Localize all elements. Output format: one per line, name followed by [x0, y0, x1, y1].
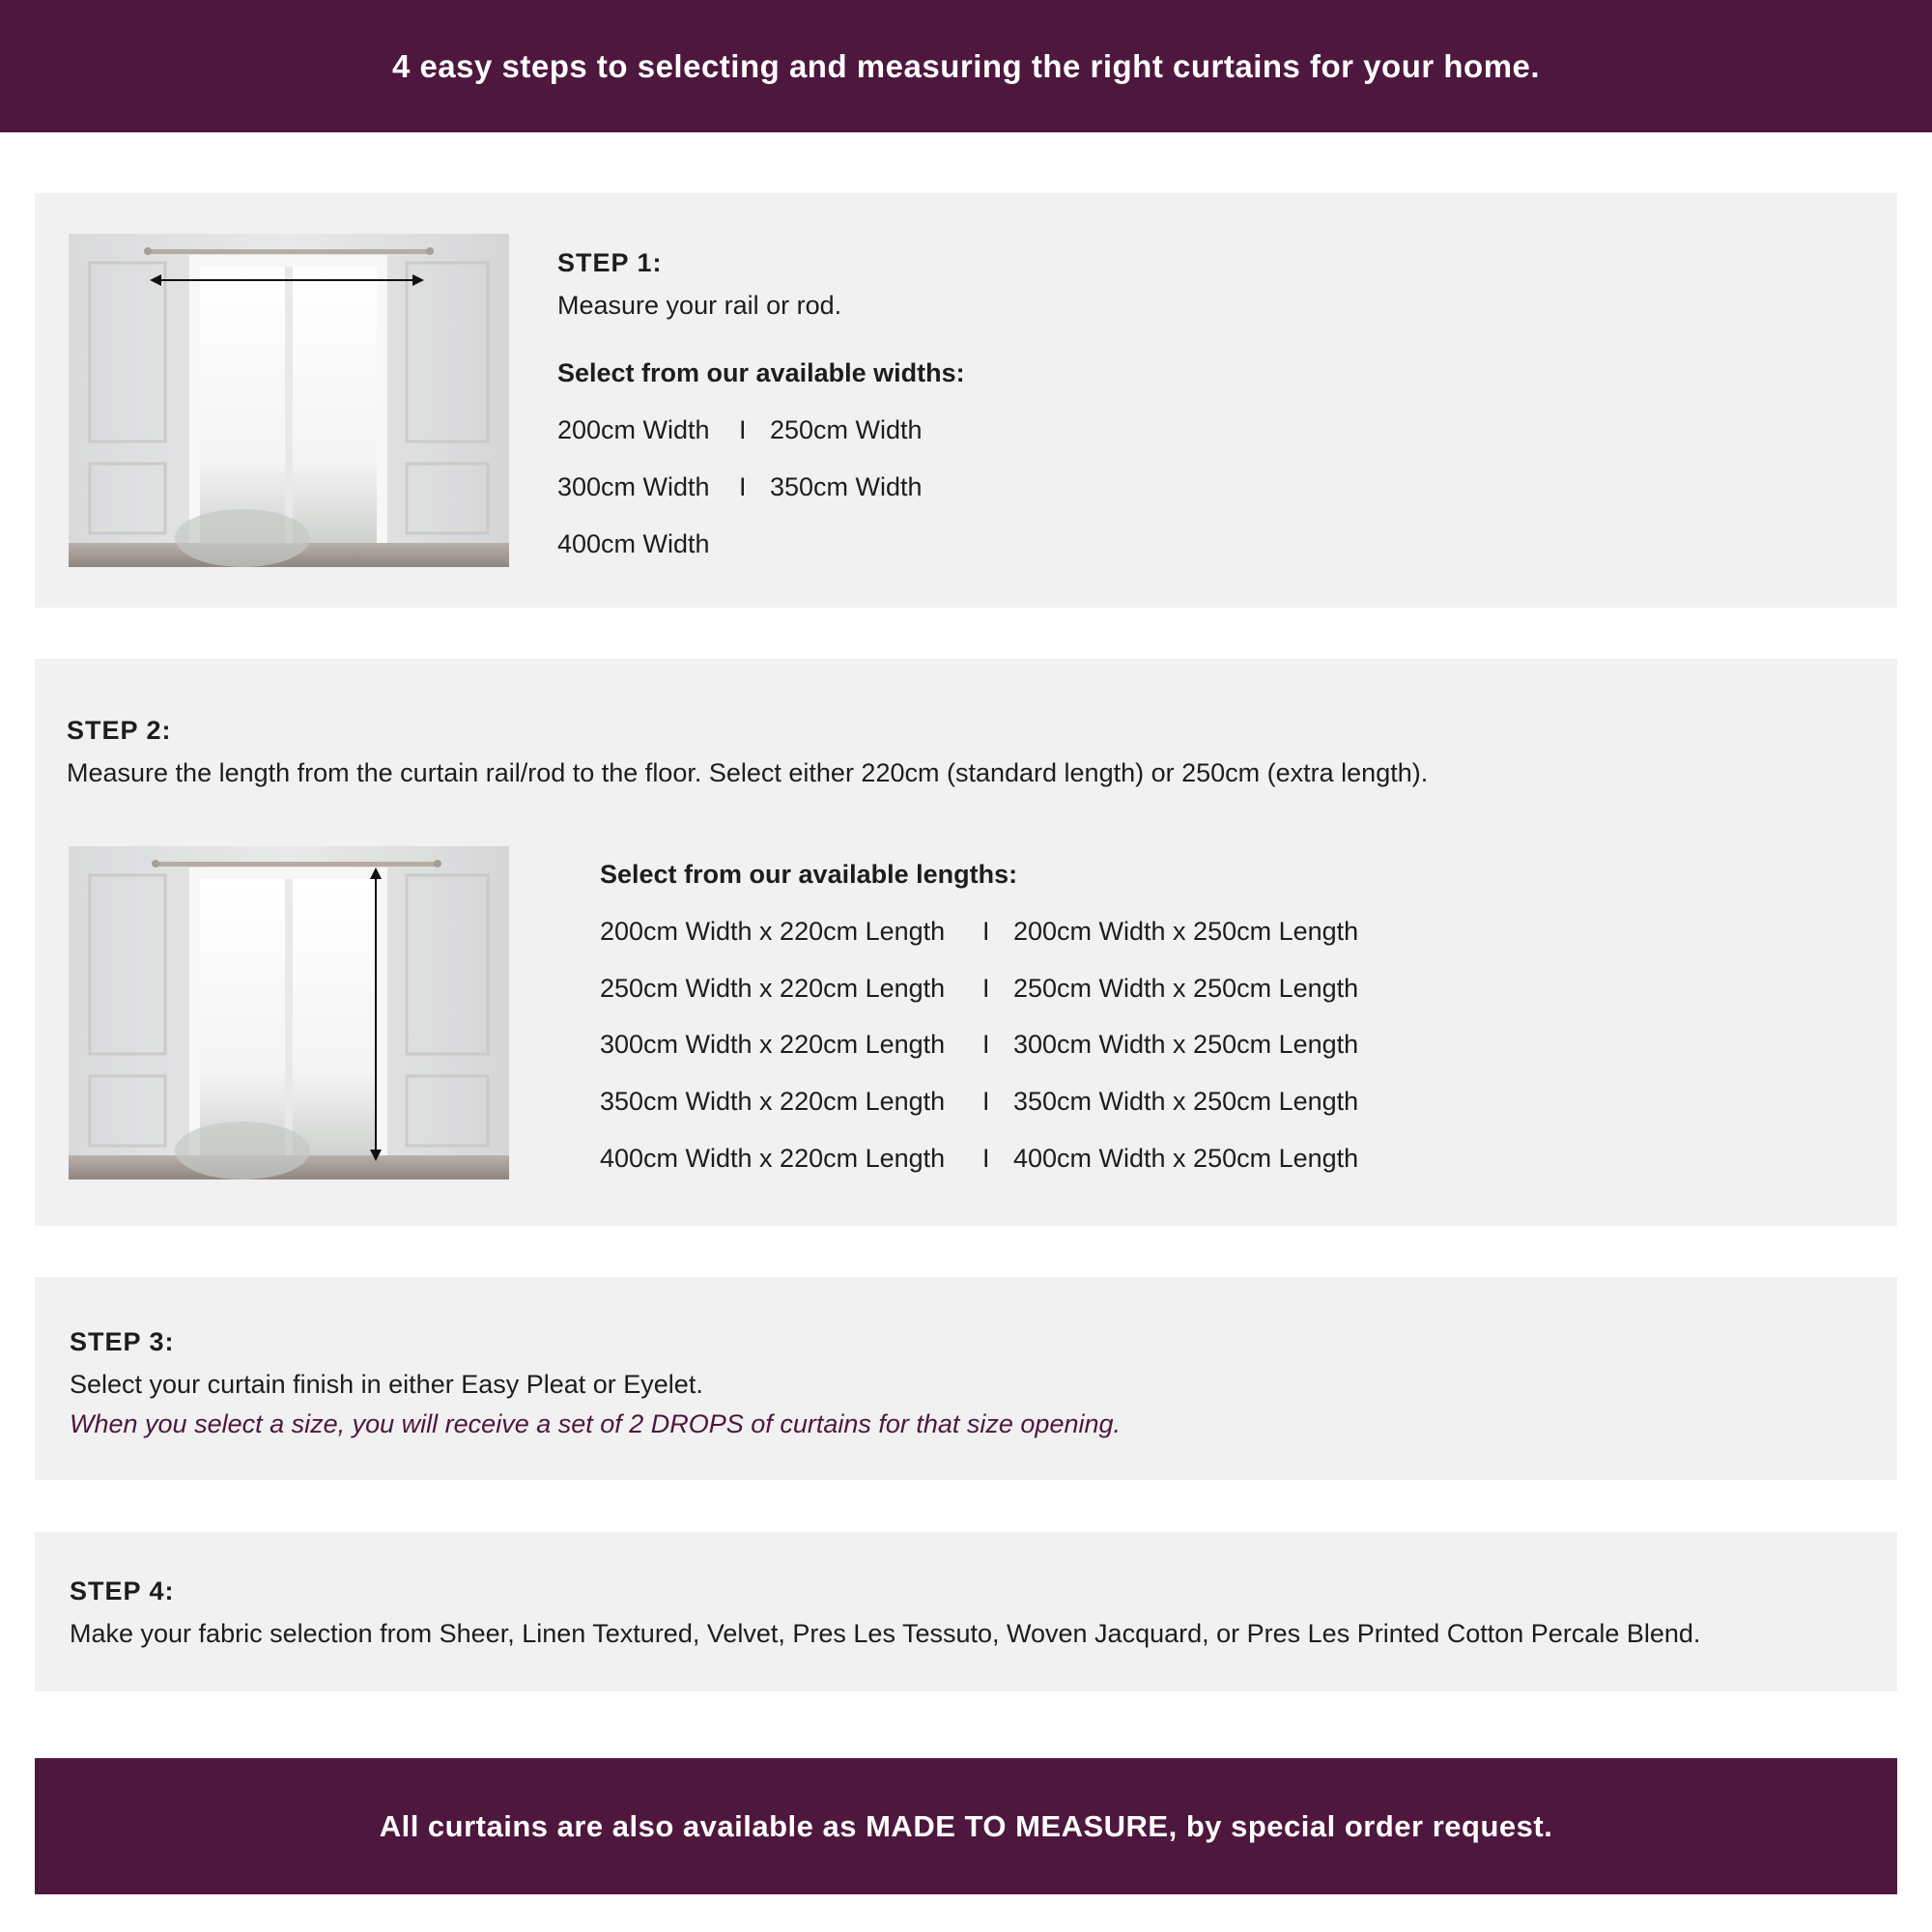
separator: I	[982, 1144, 990, 1173]
separator: I	[982, 917, 990, 946]
step-1-instruction: Measure your rail or rod.	[557, 291, 842, 320]
step-3-panel	[35, 1277, 1897, 1480]
width-option: 400cm Width	[557, 529, 710, 558]
step-3-instruction: Select your curtain finish in either Easy Pleat or Eyelet.	[70, 1370, 703, 1399]
length-option: 250cm Width x 250cm Length	[1013, 974, 1359, 1003]
window-length-measure-illustration	[69, 846, 509, 1179]
step-2-label: STEP 2:	[67, 716, 172, 745]
header-banner	[0, 0, 1932, 132]
footer-banner	[35, 1758, 1897, 1894]
length-option: 300cm Width x 250cm Length	[1013, 1030, 1359, 1059]
step-2-instruction: Measure the length from the curtain rail/rod to the floor. Select either 220cm (standard length) or 250cm (extra length).	[67, 758, 1429, 787]
width-option: 350cm Width	[770, 472, 923, 501]
separator: I	[982, 974, 990, 1003]
footer-text: All curtains are also available as MADE TO MEASURE, by special order request.	[379, 1808, 1553, 1843]
length-option: 400cm Width x 250cm Length	[1013, 1144, 1359, 1173]
width-option: 250cm Width	[770, 415, 923, 444]
separator: I	[982, 1087, 990, 1116]
length-option: 350cm Width x 220cm Length	[600, 1087, 946, 1116]
step-4-panel	[35, 1532, 1897, 1691]
step-1-panel	[35, 193, 1897, 608]
separator: I	[739, 415, 747, 444]
step-1-label: STEP 1:	[557, 248, 663, 277]
header-title: 4 easy steps to selecting and measuring the right curtains for your home.	[391, 47, 1541, 84]
width-option: 200cm Width	[557, 415, 710, 444]
step-3-label: STEP 3:	[70, 1327, 175, 1356]
length-option: 200cm Width x 250cm Length	[1013, 917, 1359, 946]
window-width-measure-illustration	[69, 234, 509, 567]
length-option: 300cm Width x 220cm Length	[600, 1030, 946, 1059]
widths-subheading: Select from our available widths:	[557, 358, 965, 387]
length-option: 250cm Width x 220cm Length	[600, 974, 946, 1003]
step-4-label: STEP 4:	[70, 1577, 175, 1605]
separator: I	[739, 472, 747, 501]
step-3-note: When you select a size, you will receive a set of 2 DROPS of curtains for that size opening.	[70, 1409, 1122, 1438]
step-2-panel	[35, 659, 1897, 1226]
length-option: 200cm Width x 220cm Length	[600, 917, 946, 946]
lengths-subheading: Select from our available lengths:	[600, 860, 1018, 889]
width-option: 300cm Width	[557, 472, 710, 501]
length-option: 350cm Width x 250cm Length	[1013, 1087, 1359, 1116]
separator: I	[982, 1030, 990, 1059]
length-option: 400cm Width x 220cm Length	[600, 1144, 946, 1173]
step-4-instruction: Make your fabric selection from Sheer, Linen Textured, Velvet, Pres Les Tessuto, Woven Jacquard, or Pres Les Printed Cotton Percale Blend.	[70, 1619, 1701, 1648]
